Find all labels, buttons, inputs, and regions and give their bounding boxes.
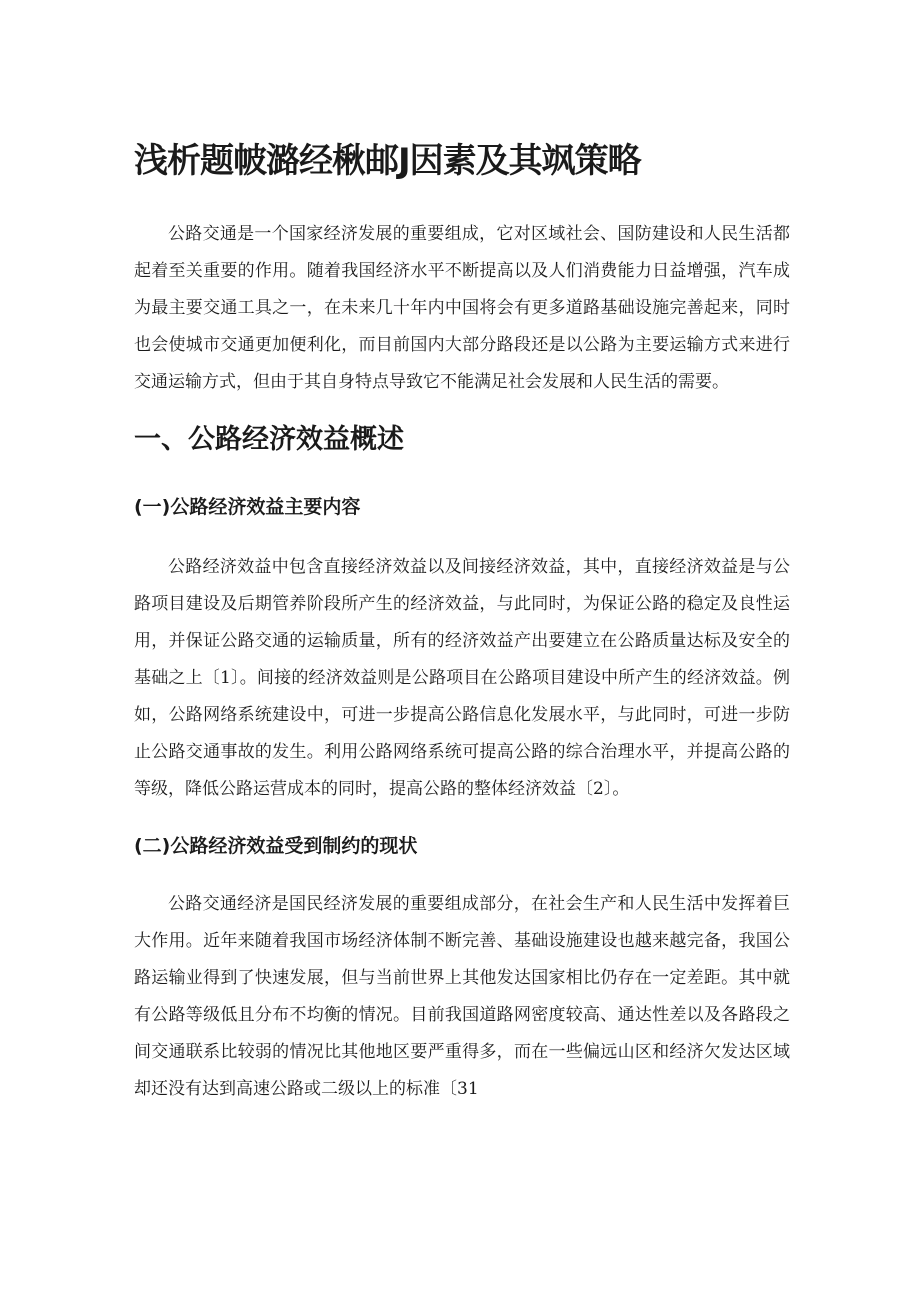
subsection-paragraph-2: 公路交通经济是国民经济发展的重要组成部分，在社会生产和人民生活中发挥着巨大作用。近年来随着我国市场经济体制不断完善、基础设施建设也越来越完备，我国公路运输业得到了快速发展，但与当前世界上其他发达国家相比仍存在一定差距。其中就有公路等级低且分布不均衡的情况。目前我国道路网密度较高、通达性差以及各路段之间交通联系比较弱的情况比其他地区要严重得多，而在一些偏远山区和经济欠发达区域却还没有达到高速公路或二级以上的标准〔31 bbox=[134, 894, 790, 1099]
document-title: 浅析题帔潞经楸邮J因素及其飒策略 bbox=[134, 141, 641, 181]
subsection-heading-2: (二)公路经济效益受到制约的现状 bbox=[134, 835, 418, 857]
intro-paragraph: 公路交通是一个国家经济发展的重要组成，它对区域社会、国防建设和人民生活都起着至关重要的作用。随着我国经济水平不断提高以及人们消费能力日益增强，汽车成为最主要交通工具之一，在未来几十年内中国将会有更多道路基础设施完善起来，同时也会使城市交通更加便利化，而目前国内大部分路段还是以公路为主要运输方式来进行交通运输方式，但由于其自身特点导致它不能满足社会发展和人民生活的需要。 bbox=[134, 224, 790, 392]
subsection-paragraph-1: 公路经济效益中包含直接经济效益以及间接经济效益，其中，直接经济效益是与公路项目建设及后期管养阶段所产生的经济效益，与此同时，为保证公路的稳定及良性运用，并保证公路交通的运输质量，所有的经济效益产出要建立在公路质量达标及安全的基础之上〔1〕。间接的经济效益则是公路项目在公路项目建设中所产生的经济效益。例如，公路网络系统建设中，可进一步提高公路信息化发展水平，与此同时，可进一步防止公路交通事故的发生。利用公路网络系统可提高公路的综合治理水平，并提高公路的等级，降低公路运营成本的同时，提高公路的整体经济效益〔2〕。 bbox=[134, 557, 790, 799]
subsection-heading-1: (一)公路经济效益主要内容 bbox=[134, 496, 361, 518]
section-heading: 一、公路经济效益概述 bbox=[134, 424, 404, 455]
